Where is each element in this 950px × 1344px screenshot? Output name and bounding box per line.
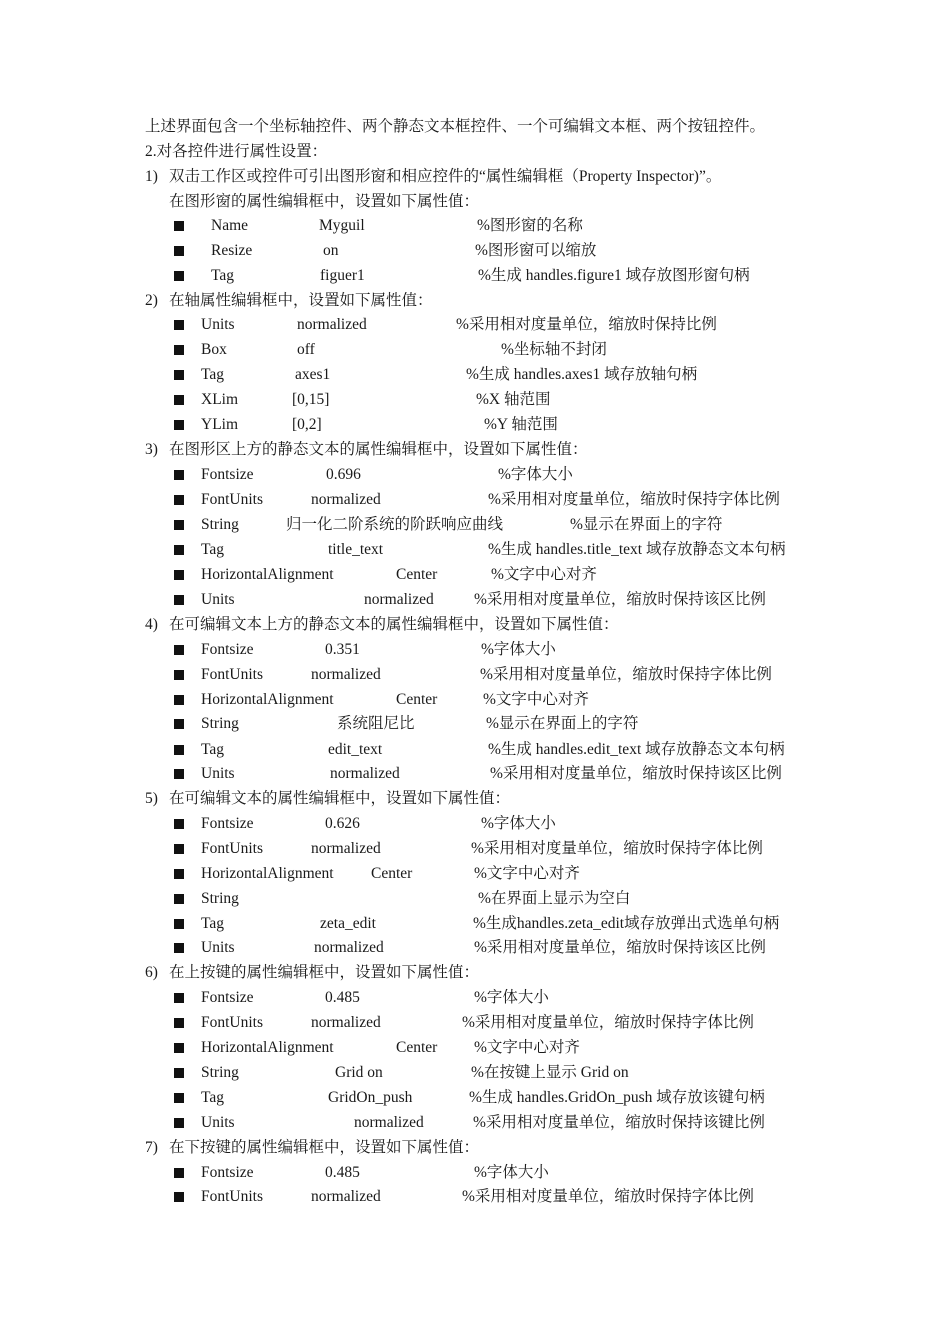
property-value: edit_text	[328, 741, 383, 758]
property-value: normalized	[311, 1014, 381, 1031]
section-title: 在轴属性编辑框中，设置如下属性值：	[169, 292, 433, 309]
property-name: HorizontalAlignment	[201, 865, 334, 882]
bullet-icon	[174, 670, 184, 680]
bullet-icon	[174, 1018, 184, 1028]
property-comment: %文字中心对齐	[483, 691, 589, 708]
property-comment: %采用相对度量单位，缩放时保持字体比例	[488, 491, 780, 508]
property-comment: %采用相对度量单位，缩放时保持比例	[456, 316, 717, 333]
section-number: 3)	[145, 441, 158, 458]
property-comment: %字体大小	[474, 1164, 549, 1181]
property-name: Fontsize	[201, 641, 254, 658]
property-comment: %生成handles.zeta_edit域存放弹出式选单句柄	[473, 915, 780, 932]
property-comment: %显示在界面上的字符	[570, 516, 723, 533]
property-name: Tag	[201, 1089, 225, 1106]
property-value: Center	[371, 865, 413, 882]
property-value: normalized	[330, 765, 400, 782]
property-name: Tag	[201, 541, 225, 558]
property-name: Tag	[201, 741, 225, 758]
property-name: HorizontalAlignment	[201, 691, 334, 708]
property-value: 0.626	[325, 815, 360, 832]
property-comment: %采用相对度量单位，缩放时保持该键比例	[473, 1114, 765, 1131]
property-comment: %采用相对度量单位，缩放时保持字体比例	[471, 840, 763, 857]
property-comment: %Y 轴范围	[484, 416, 558, 433]
property-comment: %坐标轴不封闭	[501, 341, 607, 358]
bullet-icon	[174, 595, 184, 605]
property-name: Units	[201, 939, 235, 956]
property-name: FontUnits	[201, 491, 264, 508]
bullet-icon	[174, 919, 184, 929]
bullet-icon	[174, 221, 184, 231]
section-title: 在下按键的属性编辑框中，设置如下属性值：	[169, 1139, 480, 1156]
bullet-icon	[174, 570, 184, 580]
property-name: FontUnits	[201, 1014, 264, 1031]
section-title: 在图形区上方的静态文本的属性编辑框中，设置如下属性值：	[169, 441, 588, 458]
step2-text: 2.对各控件进行属性设置：	[145, 143, 328, 160]
bullet-icon	[174, 1192, 184, 1202]
property-value: normalized	[311, 491, 381, 508]
section-number: 4)	[145, 616, 158, 633]
property-value: 系统阻尼比	[337, 715, 415, 732]
property-value: 归一化二阶系统的阶跃响应曲线	[286, 516, 504, 533]
bullet-icon	[174, 246, 184, 256]
property-name: Units	[201, 591, 235, 608]
section-number: 1)	[145, 168, 158, 185]
property-comment: %在按键上显示 Grid on	[471, 1064, 629, 1081]
property-name: HorizontalAlignment	[201, 1039, 334, 1056]
section-title: 在上按键的属性编辑框中，设置如下属性值：	[169, 964, 480, 981]
bullet-icon	[174, 819, 184, 829]
bullet-icon	[174, 1118, 184, 1128]
property-comment: %在界面上显示为空白	[478, 890, 631, 907]
property-comment: %采用相对度量单位，缩放时保持字体比例	[462, 1188, 754, 1205]
property-name: String	[201, 890, 239, 907]
property-comment: %采用相对度量单位，缩放时保持该区比例	[490, 765, 782, 782]
property-value: Center	[396, 1039, 438, 1056]
bullet-icon	[174, 1168, 184, 1178]
bullet-icon	[174, 1043, 184, 1053]
property-value: [0,2]	[292, 416, 322, 433]
property-value: normalized	[314, 939, 384, 956]
property-name: Box	[201, 341, 227, 358]
bullet-icon	[174, 345, 184, 355]
bullet-icon	[174, 645, 184, 655]
property-comment: %图形窗的名称	[477, 217, 583, 234]
property-name: Fontsize	[201, 466, 254, 483]
section-title: 在可编辑文本上方的静态文本的属性编辑框中，设置如下属性值：	[169, 616, 619, 633]
property-comment: %字体大小	[481, 641, 556, 658]
property-name: Fontsize	[201, 989, 254, 1006]
bullet-icon	[174, 395, 184, 405]
bullet-icon	[174, 320, 184, 330]
property-comment: %生成 handles.GridOn_push 域存放该键句柄	[469, 1089, 765, 1106]
property-name: String	[201, 516, 239, 533]
property-comment: %文字中心对齐	[474, 865, 580, 882]
bullet-icon	[174, 769, 184, 779]
bullet-icon	[174, 844, 184, 854]
bullet-icon	[174, 370, 184, 380]
section-number: 5)	[145, 790, 158, 807]
bullet-icon	[174, 495, 184, 505]
property-comment: %采用相对度量单位，缩放时保持字体比例	[462, 1014, 754, 1031]
property-comment: %生成 handles.title_text 域存放静态文本句柄	[488, 541, 786, 558]
property-comment: %X 轴范围	[476, 391, 551, 408]
property-value: 0.485	[325, 1164, 360, 1181]
property-value: 0.696	[326, 466, 361, 483]
bullet-icon	[174, 545, 184, 555]
bullet-icon	[174, 271, 184, 281]
property-value: 0.485	[325, 989, 360, 1006]
property-value: normalized	[311, 840, 381, 857]
bullet-icon	[174, 1093, 184, 1103]
bullet-icon	[174, 520, 184, 530]
property-name: Fontsize	[201, 1164, 254, 1181]
property-name: Units	[201, 316, 235, 333]
section-title: 双击工作区或控件可引出图形窗和相应控件的“属性编辑框（Property Inspector)”。	[169, 168, 722, 185]
property-name: Tag	[201, 366, 225, 383]
property-name: Units	[201, 765, 235, 782]
property-value: zeta_edit	[320, 915, 376, 932]
property-name: Tag	[211, 267, 235, 284]
property-name: FontUnits	[201, 840, 264, 857]
property-comment: %显示在界面上的字符	[486, 715, 639, 732]
section-number: 7)	[145, 1139, 158, 1156]
property-comment: %文字中心对齐	[474, 1039, 580, 1056]
property-value: on	[323, 242, 339, 259]
bullet-icon	[174, 420, 184, 430]
property-value: title_text	[328, 541, 384, 558]
property-value: normalized	[311, 666, 381, 683]
property-value: normalized	[354, 1114, 424, 1131]
property-name: Tag	[201, 915, 225, 932]
property-name: XLim	[201, 391, 239, 408]
bullet-icon	[174, 993, 184, 1003]
property-value: off	[297, 341, 315, 358]
property-name: Fontsize	[201, 815, 254, 832]
property-value: normalized	[364, 591, 434, 608]
property-value: Grid on	[335, 1064, 383, 1081]
property-name: Units	[201, 1114, 235, 1131]
property-name: HorizontalAlignment	[201, 566, 334, 583]
property-comment: %字体大小	[481, 815, 556, 832]
property-comment: %采用相对度量单位，缩放时保持字体比例	[480, 666, 772, 683]
property-value: [0,15]	[292, 391, 330, 408]
property-comment: %字体大小	[474, 989, 549, 1006]
property-value: GridOn_push	[328, 1089, 413, 1106]
property-comment: %生成 handles.axes1 域存放轴句柄	[466, 366, 698, 383]
property-name: Name	[211, 217, 249, 234]
property-value: 0.351	[325, 641, 360, 658]
property-value: Myguil	[319, 217, 365, 234]
bullet-icon	[174, 719, 184, 729]
property-comment: %图形窗可以缩放	[475, 242, 597, 259]
property-name: FontUnits	[201, 666, 264, 683]
bullet-icon	[174, 894, 184, 904]
property-comment: %字体大小	[498, 466, 573, 483]
property-value: Center	[396, 691, 438, 708]
bullet-icon	[174, 869, 184, 879]
property-value: figuer1	[320, 267, 365, 284]
property-comment: %采用相对度量单位，缩放时保持该区比例	[474, 939, 766, 956]
property-value: Center	[396, 566, 438, 583]
bullet-icon	[174, 695, 184, 705]
section-subtitle: 在图形窗的属性编辑框中，设置如下属性值：	[169, 193, 480, 210]
property-name: String	[201, 1064, 239, 1081]
property-value: normalized	[297, 316, 367, 333]
property-value: axes1	[295, 366, 331, 383]
property-name: YLim	[201, 416, 239, 433]
property-comment: %生成 handles.edit_text 域存放静态文本句柄	[488, 741, 785, 758]
property-comment: %文字中心对齐	[491, 566, 597, 583]
property-name: FontUnits	[201, 1188, 264, 1205]
property-name: String	[201, 715, 239, 732]
bullet-icon	[174, 745, 184, 755]
property-comment: %采用相对度量单位，缩放时保持该区比例	[474, 591, 766, 608]
bullet-icon	[174, 470, 184, 480]
property-comment: %生成 handles.figure1 域存放图形窗句柄	[478, 267, 750, 284]
property-name: Resize	[211, 242, 253, 259]
bullet-icon	[174, 1068, 184, 1078]
bullet-icon	[174, 943, 184, 953]
property-value: normalized	[311, 1188, 381, 1205]
section-number: 2)	[145, 292, 158, 309]
section-number: 6)	[145, 964, 158, 981]
intro-text: 上述界面包含一个坐标轴控件、两个静态文本框控件、一个可编辑文本框、两个按钮控件。	[145, 118, 766, 135]
section-title: 在可编辑文本的属性编辑框中，设置如下属性值：	[169, 790, 511, 807]
